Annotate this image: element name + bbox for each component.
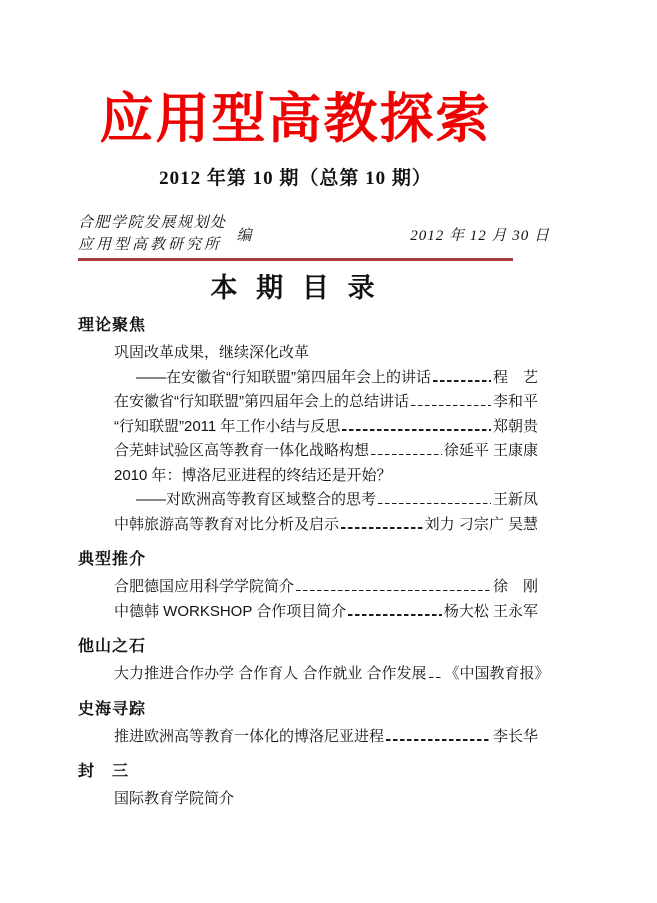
dash-leader <box>371 439 442 464</box>
toc-item-authors: 王新凤 <box>492 491 538 508</box>
toc-item <box>78 725 538 750</box>
toc-section-heading: 他山之石 <box>78 638 147 655</box>
toc-item <box>78 600 538 625</box>
toc-item-authors: 程 艺 <box>492 368 538 386</box>
dash-leader <box>411 390 491 415</box>
red-divider-rule <box>78 258 513 261</box>
publisher-line-1: 合肥学院发展规划处 <box>78 215 227 231</box>
issue-line: 2012 年第 10 期（总第 10 期） <box>159 168 432 189</box>
toc-section-heading: 史海寻踪 <box>78 700 147 718</box>
toc-list <box>78 316 550 812</box>
toc-heading: 本 期 目 录 <box>210 273 381 303</box>
toc-item-authors: 李长华 <box>492 727 538 745</box>
dash-leader <box>296 575 491 600</box>
toc-item-title: “行知联盟”2011 年工作小结与反思 <box>114 417 341 435</box>
toc-heading-wrap <box>78 273 513 303</box>
toc-item <box>78 662 550 687</box>
toc-item <box>78 415 538 440</box>
toc-item-title: ——在安徽省“行知联盟”第四届年会上的讲话 <box>136 368 431 386</box>
dash-leader <box>386 725 491 750</box>
toc-item-title: ——对欧洲高等教育区域整合的思考 <box>136 491 377 508</box>
toc-item <box>78 488 538 513</box>
toc-item-title: 合肥德国应用科学学院简介 <box>114 578 295 595</box>
toc-item-title: 在安徽省“行知联盟”第四届年会上的总结讲话 <box>114 393 409 410</box>
toc-item-title: 合芜蚌试验区高等教育一体化战略构想 <box>114 442 370 459</box>
toc-item <box>78 513 538 538</box>
toc-item-authors: 郑朝贵 <box>492 417 538 435</box>
toc-item <box>78 390 538 415</box>
dash-leader <box>429 662 443 687</box>
toc-item-authors: 徐延平 王康康 <box>443 442 538 459</box>
dash-leader <box>433 366 491 391</box>
toc-item <box>78 341 538 366</box>
dash-leader <box>342 415 491 440</box>
editor-label: 编 <box>236 227 252 244</box>
toc-item <box>78 464 538 489</box>
toc-item-authors: 杨大松 王永军 <box>443 602 538 620</box>
toc-item-title: 国际教育学院简介 <box>114 790 235 807</box>
toc-section-heading: 典型推介 <box>78 551 147 568</box>
toc-item-authors: 李和平 <box>492 393 538 410</box>
toc-section-heading: 理论聚焦 <box>78 317 147 334</box>
toc-item <box>78 575 538 600</box>
journal-title: 应用型高教探索 <box>99 89 492 149</box>
publisher-line-2: 应用型高教研究所 <box>78 237 223 253</box>
toc-item-authors: 徐 刚 <box>492 578 538 595</box>
masthead <box>78 88 513 190</box>
toc-item-title: 中德韩 WORKSHOP 合作项目简介 <box>114 602 347 620</box>
toc-item-title: 2010 年：博洛尼亚进程的终结还是开始？ <box>114 466 392 484</box>
toc-section-heading: 封 三 <box>78 763 130 780</box>
toc-item-title: 中韩旅游高等教育对比分析及启示 <box>114 515 340 533</box>
toc-item-authors: 刘力 刁宗广 吴慧 <box>424 515 538 533</box>
dash-leader <box>348 600 442 625</box>
toc-item <box>78 439 538 464</box>
toc-item <box>78 366 538 391</box>
dash-leader <box>341 513 423 538</box>
toc-item <box>78 787 538 812</box>
publisher-names <box>78 212 227 256</box>
toc-item-title: 推进欧洲高等教育一体化的博洛尼亚进程 <box>114 727 385 745</box>
publication-date: 2012 年 12 月 30 日 <box>410 227 550 244</box>
toc-item-title: 巩固改革成果，继续深化改革 <box>114 344 310 361</box>
toc-item-title: 大力推进合作办学 合作育人 合作就业 合作发展 <box>114 665 427 682</box>
toc-item-authors: 《中国教育报》 <box>444 665 550 682</box>
editor-block <box>78 212 550 256</box>
dash-leader <box>378 488 491 513</box>
